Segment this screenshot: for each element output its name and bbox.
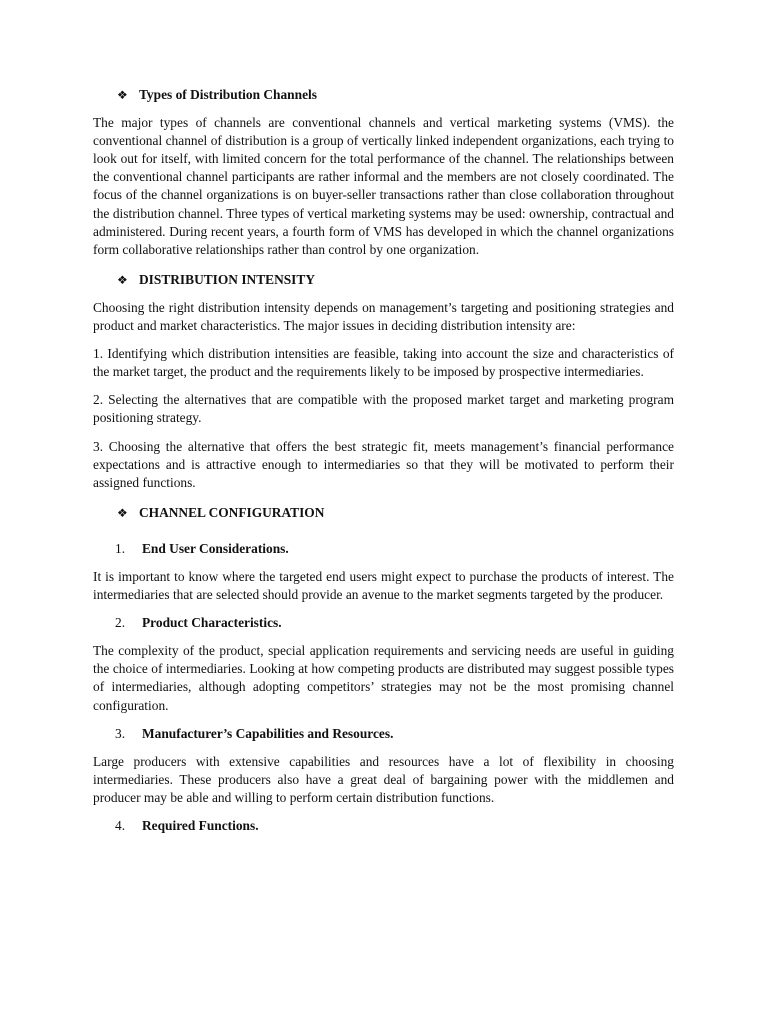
subheading-number: 2. <box>115 615 126 631</box>
paragraph-manufacturer-capabilities: Large producers with extensive capabilities and resources have a lot of flexibility in choosing intermediaries. These producers also have a great deal of bargaining power with the middlemen and producer may be able and willing to perform certain distribution functions. <box>93 753 674 805</box>
list-item: 1. Identifying which distribution intensities are feasible, taking into account the size and characteristics of the market target, the product and the requirements likely to be imposed by prospective intermediaries. <box>93 346 674 380</box>
paragraph-product-characteristics: The complexity of the product, special application requirements and servicing needs are useful in guiding the choice of intermediaries. Looking at how competing products are distributed may suggest possible types of intermediaries, although adopting competitors’ strategies may not be the most promising channel configuration. <box>93 643 674 713</box>
list-item: 2. Selecting the alternatives that are compatible with the proposed market target and marketing program positioning strategy. <box>93 392 674 426</box>
heading-text: Types of Distribution Channels <box>139 87 317 102</box>
subheading-title: Product Characteristics. <box>142 615 282 631</box>
subheading-title: Required Functions. <box>142 818 259 833</box>
list-item: 3. Choosing the alternative that offers the best strategic fit, meets management’s financial performance expectations and is attractive enough to intermediaries so that they will be motivated to perform their assigned functions. <box>93 438 674 490</box>
subheading-required-functions <box>93 817 674 835</box>
paragraph-intensity-intro: Choosing the right distribution intensity depends on management’s targeting and positioning strategies and product and market characteristics. The major issues in deciding distribution intensity are: <box>93 299 674 334</box>
subheading-title: Manufacturer’s Capabilities and Resources. <box>142 725 394 741</box>
heading-text: CHANNEL CONFIGURATION <box>139 504 325 520</box>
diamond-bullet-icon: ❖ <box>117 505 128 520</box>
section-heading-intensity <box>93 271 674 289</box>
subheading-end-user <box>93 540 674 558</box>
diamond-bullet-icon: ❖ <box>117 272 128 287</box>
document-page <box>93 86 674 835</box>
subheading-product-characteristics <box>93 614 674 632</box>
subheading-title: End User Considerations. <box>142 540 289 556</box>
subheading-manufacturer-capabilities <box>93 725 674 743</box>
subheading-number: 3. <box>115 725 126 741</box>
diamond-bullet-icon: ❖ <box>117 88 128 102</box>
section-heading-types <box>93 86 674 104</box>
paragraph-types: The major types of channels are conventional channels and vertical marketing systems (VMS). the conventional channel of distribution is a group of vertically linked independent organizations, each trying to look out for itself, with limited concern for the total performance of the channel. The relationships between the conventional channel participants are rather informal and the members are not closely coordinated. The focus of the channel organizations is on buyer-seller transactions rather than close collaboration throughout the distribution channel. Three types of vertical marketing systems may be used: ownership, contractual and administered. During recent years, a fourth form of VMS has developed in which the channel organizations form collaborative relationships rather than control by one organization. <box>93 115 674 257</box>
subheading-number: 4. <box>115 818 126 833</box>
section-heading-configuration <box>93 504 674 522</box>
subheading-number: 1. <box>115 540 126 556</box>
paragraph-end-user: It is important to know where the targeted end users might expect to purchase the products of interest. The intermediaries that are selected should provide an avenue to the market segments targeted by the producer. <box>93 568 674 603</box>
heading-text: DISTRIBUTION INTENSITY <box>139 271 315 287</box>
